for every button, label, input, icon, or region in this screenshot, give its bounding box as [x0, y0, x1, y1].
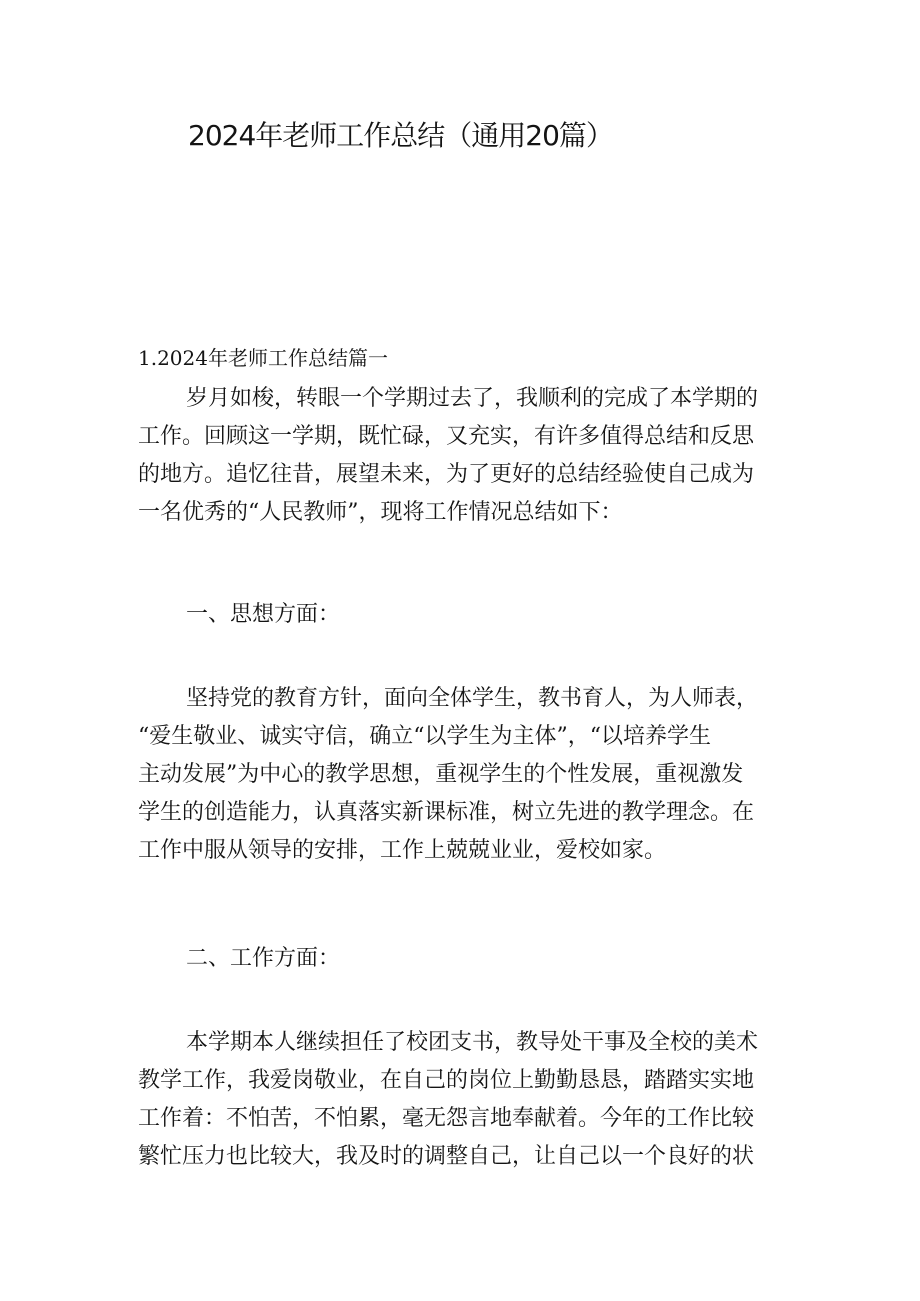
- paragraph-line: 本学期本人继续担任了校团支书，教导处干事及全校的美术: [186, 1030, 759, 1055]
- paragraph-line: 教学工作，我爱岗敬业，在自己的岗位上勤勤恳恳，踏踏实实地: [138, 1068, 755, 1093]
- document-title: 2024年老师工作总结（通用20篇）: [188, 119, 613, 152]
- subheading-thought: 一、思想方面：: [186, 602, 341, 627]
- paragraph-line: 一名优秀的“人民教师”，现将工作情况总结如下：: [138, 500, 623, 525]
- paragraph-line: 坚持党的教育方针，面向全体学生，教书育人，为人师表，: [186, 686, 759, 711]
- thought-paragraph: [138, 680, 784, 870]
- paragraph-line: 学生的创造能力，认真落实新课标准，树立先进的教学理念。在: [138, 800, 755, 825]
- paragraph-line: 岁月如梭，转眼一个学期过去了，我顺利的完成了本学期的: [186, 386, 759, 411]
- paragraph-line: 繁忙压力也比较大，我及时的调整自己，让自己以一个良好的状: [138, 1144, 755, 1169]
- intro-paragraph: [138, 380, 784, 532]
- section-heading: 1.2024年老师工作总结篇一: [138, 346, 388, 370]
- work-paragraph: [138, 1024, 784, 1176]
- paragraph-line: 工作中服从领导的安排，工作上兢兢业业，爱校如家。: [138, 838, 667, 863]
- paragraph-line: “爱生敬业、诚实守信，确立“以学生为主体”，“以培养学生: [138, 724, 711, 749]
- paragraph-line: 主动发展”为中心的教学思想，重视学生的个性发展，重视激发: [138, 762, 744, 787]
- paragraph-line: 的地方。追忆往昔，展望未来，为了更好的总结经验使自己成为: [138, 462, 755, 487]
- subheading-work: 二、工作方面：: [186, 946, 341, 971]
- paragraph-line: 工作。回顾这一学期，既忙碌，又充实，有许多值得总结和反思: [138, 424, 755, 449]
- paragraph-line: 工作着：不怕苦，不怕累，毫无怨言地奉献着。今年的工作比较: [138, 1106, 755, 1131]
